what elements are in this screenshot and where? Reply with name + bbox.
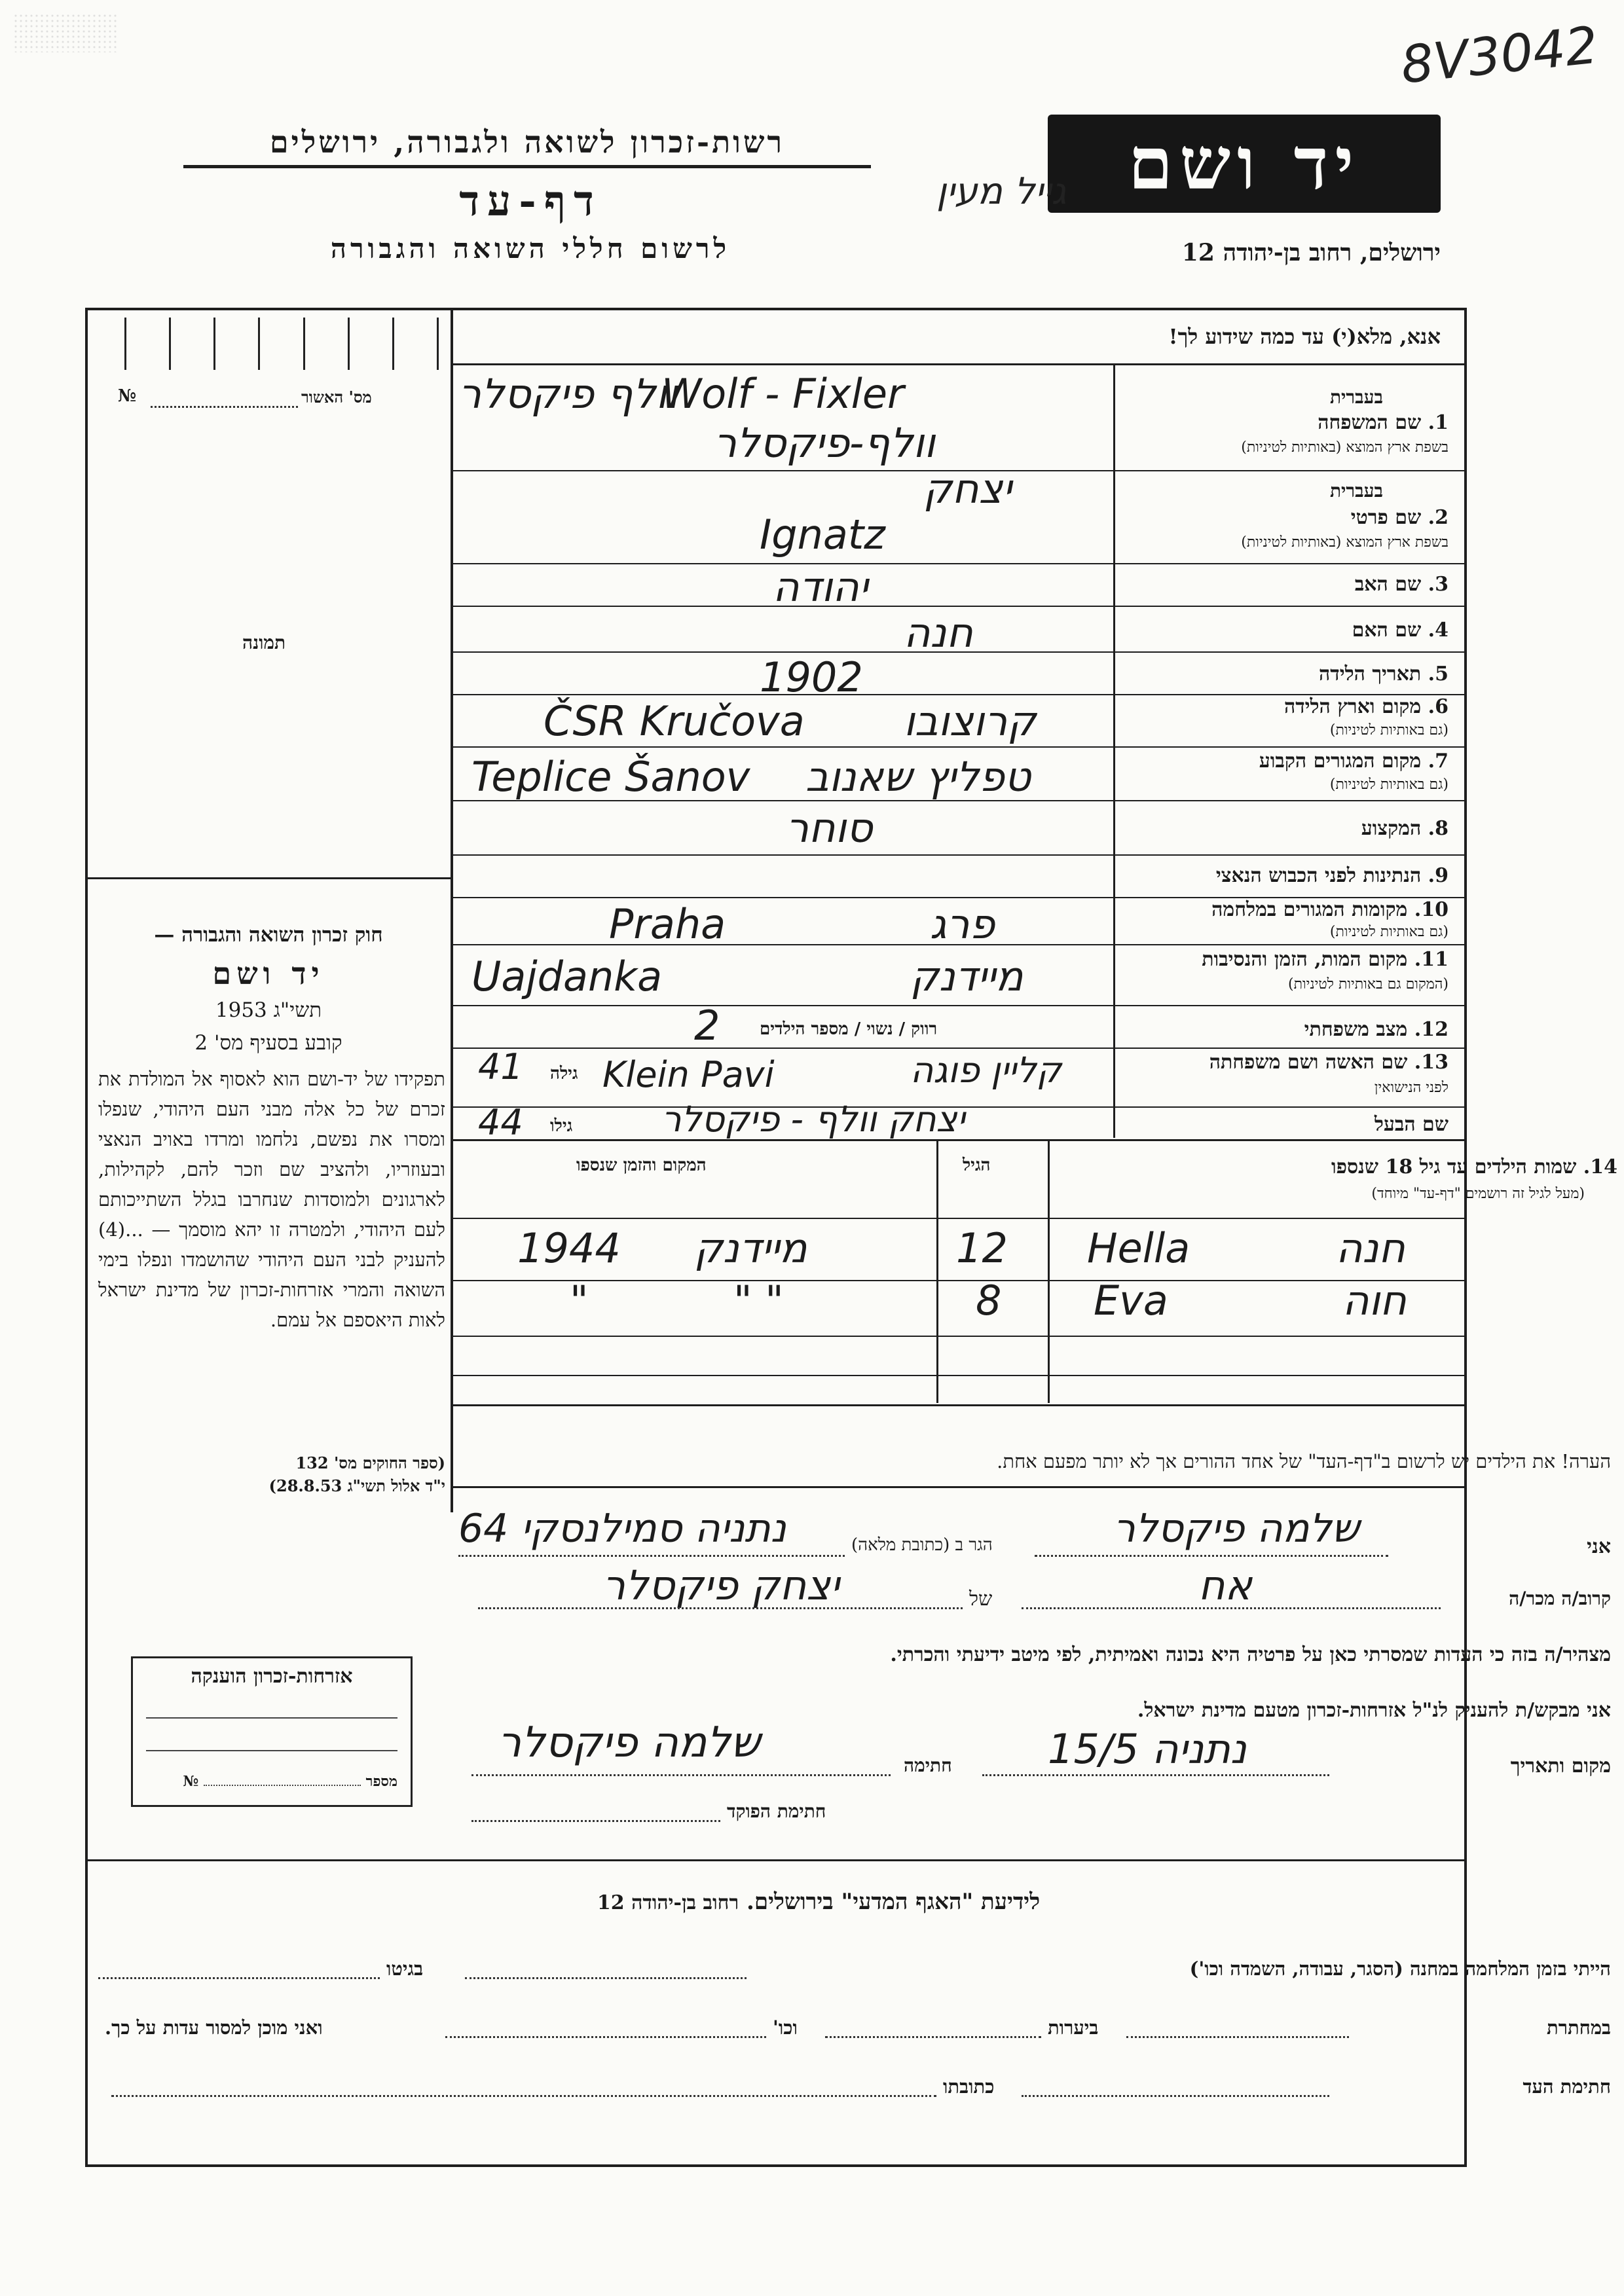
field-10-label: 10. מקומות המגורים במלחמה bbox=[1211, 898, 1449, 921]
footer-line2-c: וכו' bbox=[773, 2016, 798, 2039]
field-13-label: 13. שם האשה ושם משפחתה bbox=[1209, 1051, 1449, 1074]
photo-label: תמונה bbox=[242, 632, 286, 653]
field-5-label: 5. תאריך הלידה bbox=[1319, 663, 1449, 685]
logo bbox=[1048, 115, 1441, 213]
officer-label: חתימת הפוקד bbox=[727, 1800, 826, 1822]
field-1-tag: בעברית bbox=[1329, 386, 1383, 408]
footer-line1-end: בגיטו bbox=[386, 1958, 424, 1980]
husband-age: 44 bbox=[478, 1102, 523, 1143]
instructions: אנא, מלא(י) עד כמה שידוע לך! bbox=[1168, 324, 1441, 349]
field-6-label: 6. מקום וארץ הלידה bbox=[1283, 695, 1449, 718]
request: אני מבקש/ת להעניק לנ"ל אזרחות-זכרון מטעם מדינת ישראל. bbox=[1137, 1699, 1611, 1722]
footer-line3-a: חתימת העד bbox=[1522, 2075, 1611, 2098]
number-sign: № bbox=[183, 1773, 199, 1790]
mother-name: חנה bbox=[904, 609, 973, 657]
field-2-sub: בשפת ארץ המוצא (באותיות לטיניות) bbox=[1241, 534, 1449, 551]
witness-address: נתניה סמילנסקי 64 bbox=[458, 1506, 786, 1552]
child-2-year: " bbox=[570, 1277, 589, 1324]
citizenship-box bbox=[131, 1656, 413, 1807]
footer-address: רחוב בן-יהודה 12 bbox=[597, 1891, 739, 1914]
footer-line1-start: הייתי בזמן המלחמה במחנה (הסגר, עבודה, השמדה וכו') bbox=[1189, 1958, 1611, 1980]
field-2-label: 2. שם פרטי bbox=[1350, 506, 1449, 529]
child-1-year: 1944 bbox=[517, 1224, 621, 1272]
birth-year: 1902 bbox=[760, 653, 863, 701]
cert-label: מס' האשור bbox=[301, 388, 372, 407]
place-date: נתניה 15/5 bbox=[1048, 1725, 1247, 1773]
witness-name: שלמה פיקסלר bbox=[1113, 1506, 1359, 1552]
child-2-age: 8 bbox=[976, 1277, 1002, 1324]
death-heb: מיידנק bbox=[910, 953, 1024, 1000]
children-note: (מעל לגיל זה רושמים "דף-עד" מיוחד) bbox=[1371, 1186, 1585, 1202]
number-label: מספר bbox=[365, 1773, 397, 1790]
footer-line2-a: במחתרת bbox=[1547, 2016, 1611, 2039]
footer-line3-b: כתובתו bbox=[943, 2075, 995, 2098]
children-count: 2 bbox=[694, 1002, 720, 1049]
field-9-label: 9. הנתינות לפני הכבוש הנאצי bbox=[1215, 864, 1449, 887]
child-1-heb: חנה bbox=[1336, 1224, 1405, 1272]
child-1-place: מיידנק bbox=[694, 1224, 807, 1272]
wife-latin: Klein Pavi bbox=[602, 1054, 775, 1095]
husband-age-label: גילו bbox=[550, 1116, 573, 1136]
field-11-sub: (המקום גם באותיות לטיניות) bbox=[1288, 976, 1449, 993]
field-7-sub: (גם באותיות לטיניות) bbox=[1329, 776, 1449, 793]
law-year: 1953 bbox=[215, 998, 267, 1022]
of-name: יצחק פיקסלר bbox=[602, 1561, 840, 1609]
field-6-sub: (גם באותיות לטיניות) bbox=[1329, 722, 1449, 738]
witness-i-label: אני bbox=[1587, 1535, 1611, 1558]
wife-age-label: גילה bbox=[550, 1064, 578, 1084]
field-1-sub: בשפת ארץ המוצא (באותיות לטיניות) bbox=[1241, 439, 1449, 456]
father-name: יהודה bbox=[773, 563, 868, 611]
org-line: רשות-זכרון לשואה ולגבורה, ירושלים bbox=[269, 124, 785, 160]
marital-options: רווק / נשוי / מספר הילדים bbox=[760, 1019, 938, 1039]
child-1-age: 12 bbox=[956, 1224, 1008, 1272]
field-1-label: 1. שם המשפחה bbox=[1318, 411, 1449, 434]
given-latin: Ignatz bbox=[760, 511, 885, 558]
husband-heb: יצחק וולף - פיקסלר bbox=[661, 1099, 965, 1140]
residence-latin: Teplice Šanov bbox=[471, 753, 750, 801]
relation: אח bbox=[1198, 1561, 1252, 1609]
field-4-label: 4. שם האם bbox=[1352, 619, 1449, 642]
wife-age: 41 bbox=[478, 1046, 523, 1087]
signature-label: חתימה bbox=[904, 1755, 952, 1776]
handwritten-tag: גייל מעין bbox=[936, 170, 1067, 213]
children-place-header: המקום והזמן שנספו bbox=[576, 1156, 707, 1175]
field-10-sub: (גם באותיות לטיניות) bbox=[1329, 924, 1449, 940]
given-heb: יצחק bbox=[923, 465, 1012, 513]
wartime-latin: Praha bbox=[609, 900, 726, 948]
field-3-label: 3. שם האב bbox=[1354, 573, 1449, 596]
place-date-label: מקום ותאריך bbox=[1510, 1755, 1611, 1777]
child-2-heb: חוה bbox=[1342, 1277, 1407, 1324]
law-title: חוק זכרון השואה והגבורה — bbox=[154, 923, 383, 947]
children-header: 14. שמות הילדים עד גיל 18 שנספו bbox=[1331, 1156, 1617, 1178]
birthplace-heb: קרוצובו bbox=[904, 697, 1037, 745]
org-underline bbox=[183, 165, 871, 168]
field-13-sub: לפני הנישואין bbox=[1374, 1080, 1449, 1096]
field-7-label: 7. מקום המגורים הקבוע bbox=[1259, 750, 1449, 773]
header-address: ירושלים, רחוב בן-יהודה 12 bbox=[1181, 239, 1441, 266]
residence-heb: טפליץ שאנוב bbox=[805, 753, 1031, 801]
note-text: הערה! את הילדים יש לרשום ב"דף-העד" של אחד ההורים אך לא יותר מפעם אחת. bbox=[997, 1450, 1611, 1472]
child-2-place: " " bbox=[733, 1277, 784, 1324]
law-text: תפקידו של יד-ושם הוא לאסוף אל המולדת את זכרם של כל אלה מבני העם היהודי, שנפלו ומסרו את נפשם, נלחמו ומרדו באויב הנאצי ובעוזריו, ולהציב שם וזכר להם, לקהילות, לארגונים ולמוסדות שנחרבו בגלל השתייכותם לעם היהודי, ולמטרה זו יהא מוסמך — ...(4) להעניק לבני העם היהודי שהושמדו ונפלו בימי השואה והמרי אזרחות-זכרון של מדינת ישראל לאות היאספם אל עמם. bbox=[98, 1068, 445, 1331]
law-name: יד ושם bbox=[212, 956, 325, 991]
law-year-heb: תשי"ג bbox=[273, 998, 322, 1022]
form-title: דף-עד bbox=[459, 177, 602, 226]
law-section: קובע בסעיף מס' 2 bbox=[194, 1031, 342, 1055]
field-8-label: 8. המקצוע bbox=[1361, 817, 1449, 840]
cert-no-label: № bbox=[118, 386, 137, 406]
birthplace-latin: ČSR Kručova bbox=[544, 697, 805, 745]
wife-heb: קליין פוגה bbox=[910, 1049, 1062, 1091]
field-2-tag: בעברית bbox=[1329, 480, 1383, 501]
citizenship-title: אזרחות-זכרון הוענקה bbox=[191, 1665, 353, 1688]
children-age-header: הגיל bbox=[963, 1156, 991, 1175]
archive-number: 8V3042 bbox=[1397, 16, 1600, 96]
signature: שלמה פיקסלר bbox=[498, 1719, 761, 1767]
relation-label: קרוב/ה מכר/ה bbox=[1509, 1588, 1611, 1609]
law-source-date: י"ד אלול תשי"ג 28.8.53) bbox=[268, 1476, 445, 1495]
witness-resides-label: הגר ב (כתובת מלאה) bbox=[851, 1535, 993, 1555]
wartime-heb: פרג bbox=[930, 900, 995, 948]
occupation: סוחר bbox=[786, 804, 873, 852]
digit-boxes bbox=[124, 318, 439, 370]
husband-label: שם הבעל bbox=[1374, 1113, 1449, 1136]
form-subtitle: לרשום חללי השואה והגבורה bbox=[330, 232, 731, 264]
of-label: של bbox=[969, 1588, 993, 1611]
child-2-latin: Eva bbox=[1094, 1277, 1168, 1324]
field-11-label: 11. מקום המות, הזמן והנסיבות bbox=[1202, 948, 1449, 971]
surname-latin: Wolf - Fixler bbox=[661, 370, 904, 418]
surname-heb-2: וולף-פיקסלר bbox=[714, 419, 936, 467]
footer-line2-d: ואני מוכן למסור עדות על כך. bbox=[105, 2016, 323, 2039]
law-source: (ספר החוקים מס' 132 bbox=[295, 1453, 445, 1472]
declaration: מצהיר/ה בזה כי העדות שמסרתי כאן על פרטיה היא נכונה ואמיתית, לפי מיטב ידיעתי והכרתי. bbox=[890, 1643, 1611, 1666]
footer-line2-b: ביערות bbox=[1048, 2016, 1099, 2039]
field-12-label: 12. מצב משפחתי bbox=[1304, 1018, 1449, 1041]
surname-heb: וולף פיקסלר bbox=[458, 370, 678, 418]
logo-text: יד ושם bbox=[1128, 121, 1361, 206]
child-1-latin: Hella bbox=[1087, 1224, 1190, 1272]
death-latin: Uajdanka bbox=[471, 953, 663, 1000]
footer-title: לידיעת "האגף המדעי" בירושלים. רחוב בן-יהודה 12 bbox=[597, 1889, 1041, 1915]
scan-artifact bbox=[13, 13, 118, 52]
